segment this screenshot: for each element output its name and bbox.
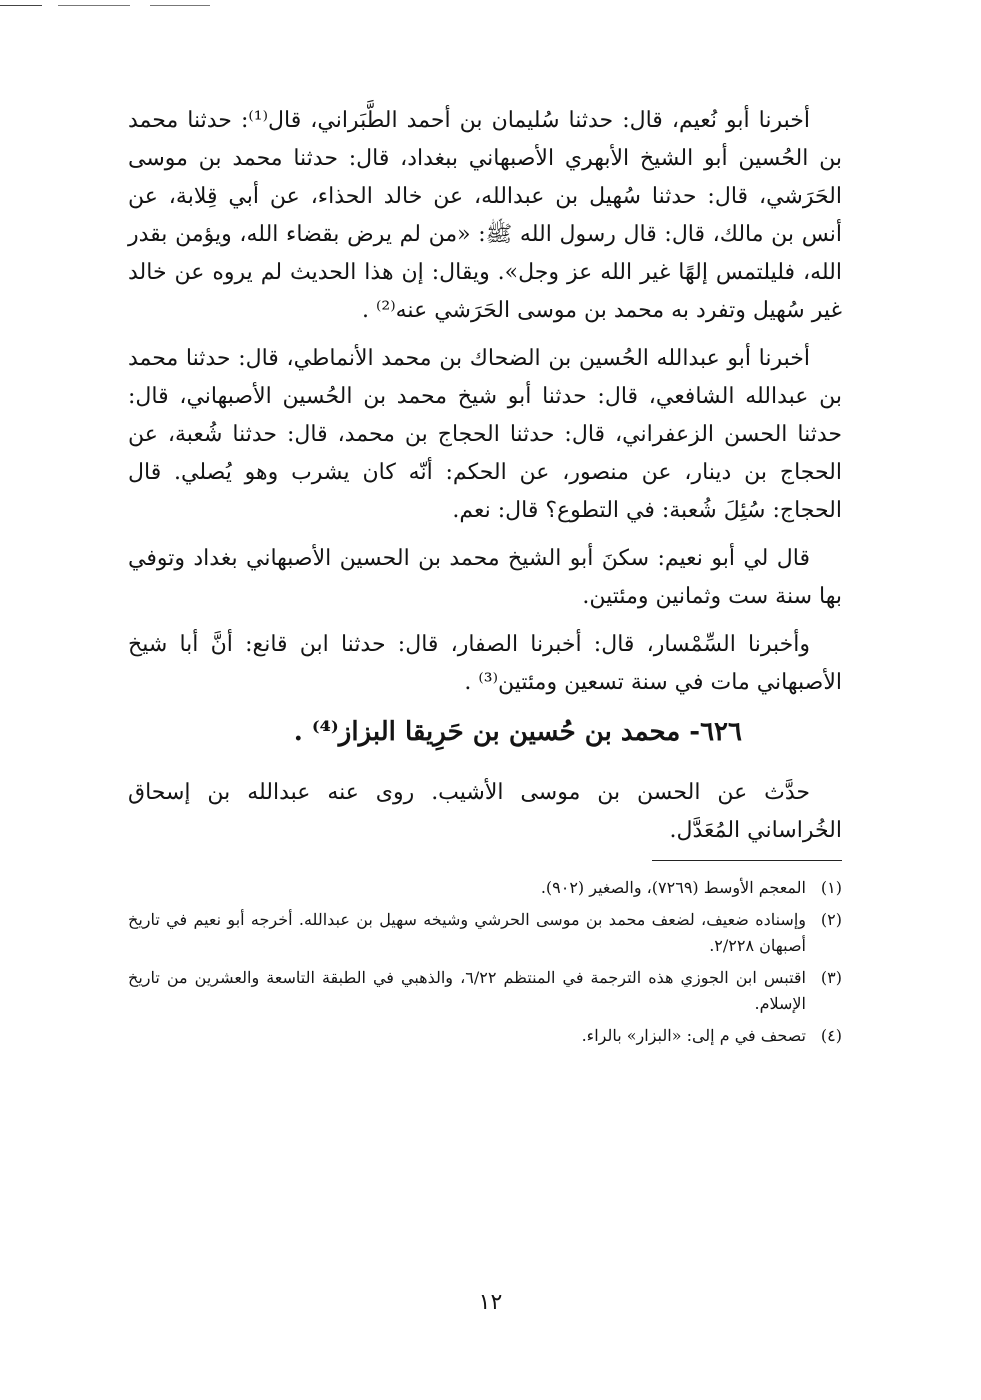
footnote-number: (٣) (820, 968, 842, 987)
footnote-text: وإسناده ضعيف، لضعف محمد بن موسى الحرشي وشيخه سهيل بن عبدالله. أخرجه أبو نعيم في تاريخ أصبهان ٢/٢٢٨. (128, 910, 806, 955)
paragraph-2: أخبرنا أبو عبدالله الحُسين بن الضحاك بن محمد الأنماطي، قال: حدثنا محمد بن عبدالله الشافعي، قال: حدثنا أبو شيخ محمد بن الحُسين الأصبهاني، قال: حدثنا الحسن الزعفراني، قال: حدثنا الحجاج بن محمد، قال: حدثنا شُعبة، عن الحجاج بن دينار، عن منصور، عن الحكم: أنّه كان يشرب وهو يُصلي. قال الحجاج: سُئِلَ شُعبة: في التطوع؟ قال: نعم. (128, 346, 842, 523)
footnote (128, 965, 842, 1017)
footnote (128, 907, 842, 959)
footnote-number: (٢) (820, 910, 842, 929)
footnote-text: المعجم الأوسط (٧٢٦٩)، والصغير (٩٠٢). (540, 878, 806, 897)
entry-paragraph: حدَّث عن الحسن بن موسى الأشيب. روى عنه عبدالله بن إسحاق الخُراساني المُعَدَّل. (128, 780, 842, 843)
paragraph-1: أخبرنا أبو نُعيم، قال: حدثنا سُليمان بن أحمد الطَّبَراني، قال⁽¹⁾: حدثنا محمد بن الحُسين أبو الشيخ الأبهري الأصبهاني ببغداد، قال: حدثنا محمد بن موسى الحَرَشي، قال: حدثنا سُهيل بن عبدالله، عن خالد الحذاء، عن أبي قِلابة، عن أنس بن مالك، قال: قال رسول الله ﷺ: «من لم يرض بقضاء الله، ويؤمن بقدر الله، فليلتمس إلهًا غير الله عز وجل». ويقال: إن هذا الحديث لم يروه عن خالد غير سُهيل وتفرد به محمد بن موسى الحَرَشي عنه⁽²⁾ . (128, 108, 842, 323)
page-body (128, 102, 842, 1055)
paragraph-4: وأخبرنا السِّمْسار، قال: أخبرنا الصفار، قال: حدثنا ابن قانع: أنَّ أبا شيخ الأصبهاني مات في سنة تسعين ومئتين⁽³⁾ . (128, 632, 842, 695)
scan-artifact-line (150, 5, 210, 6)
scan-artifact-line (0, 5, 42, 6)
footnote-number: (٤) (820, 1026, 842, 1045)
footnote-text: اقتبس ابن الجوزي هذه الترجمة في المنتظم ٦/٢٢، والذهبي في الطبقة التاسعة والعشرين من تاريخ الإسلام. (128, 968, 806, 1013)
entry-heading: ٦٢٦- محمد بن حُسين بن حَرِيقا البزاز⁽⁴⁾ . (293, 717, 742, 747)
footnote-number: (١) (820, 878, 842, 897)
scan-artifact-line (58, 5, 130, 6)
footnote-text: تصحف في م إلى: «البزار» بالراء. (581, 1026, 806, 1045)
paragraph-3: قال لي أبو نعيم: سكنَ أبو الشيخ محمد بن الحسين الأصبهاني بغداد وتوفي بها سنة ست وثمانين ومئتين. (128, 546, 842, 609)
page-number: ١٢ (478, 1290, 503, 1315)
footnote (128, 875, 842, 901)
footnote (128, 1023, 842, 1049)
footnote-separator (652, 860, 842, 861)
